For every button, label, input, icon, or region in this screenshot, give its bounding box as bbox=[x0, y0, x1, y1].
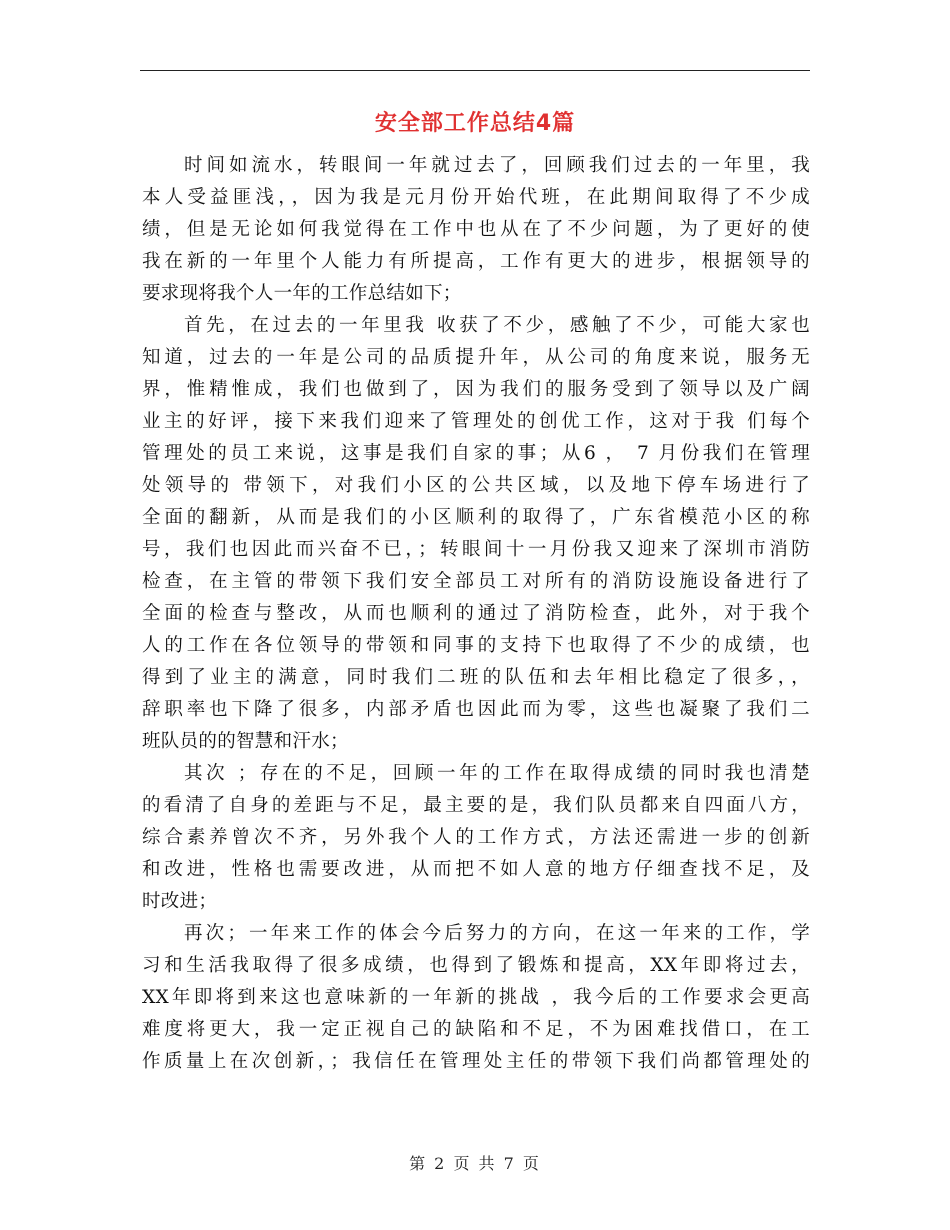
text-line: XX年即将到来这也意味新的一年新的挑战 ，我今后的工作要求会更高 bbox=[142, 987, 810, 1008]
text-line: 我在新的一年里个人能力有所提高，工作有更大的进步，根据领导的 bbox=[142, 251, 810, 272]
text-line: 和改进，性格也需要改进，从而把不如人意的地方仔细查找不足，及 bbox=[142, 859, 810, 880]
document-title: 安全部工作总结4篇 bbox=[374, 111, 576, 136]
text-line: 界，惟精惟成，我们也做到了，因为我们的服务受到了领导以及广阔 bbox=[142, 379, 810, 400]
text-line: 号，我们也因此而兴奋不已，；转眼间十一月份我又迎来了深圳市消防 bbox=[142, 539, 810, 560]
text-line: 得到了业主的满意，同时我们二班的队伍和去年相比稳定了很多，， bbox=[142, 667, 810, 688]
text-line: 知道，过去的一年是公司的品质提升年，从公司的角度来说，服务无 bbox=[142, 347, 810, 368]
text-line: 时改进； bbox=[142, 891, 218, 912]
text-line: 再次；一年来工作的体会今后努力的方向，在这一年来的工作，学 bbox=[184, 923, 810, 944]
text-line: 首先，在过去的一年里我 收获了不少，感触了不少，可能大家也 bbox=[184, 315, 810, 336]
header-rule bbox=[140, 70, 810, 71]
text-line: 绩，但是无论如何我觉得在工作中也从在了不少问题，为了更好的使 bbox=[142, 219, 810, 240]
paragraph-3 bbox=[142, 758, 810, 918]
text-line: 的看清了自身的差距与不足，最主要的是，我们队员都来自四面八方， bbox=[142, 795, 810, 816]
text-line: 管理处的员工来说，这事是我们自家的事；从6 ， 7 月份我们在管理 bbox=[142, 443, 810, 464]
paragraph-1 bbox=[142, 150, 810, 310]
text-line: 全面的翻新，从而是我们的小区顺利的取得了，广东省模范小区的称 bbox=[142, 507, 810, 528]
text-line: 检查，在主管的带领下我们安全部员工对所有的消防设施设备进行了 bbox=[142, 571, 810, 592]
page-number-footer: 第 2 页 共 7 页 bbox=[409, 1154, 541, 1173]
text-line: 要求现将我个人一年的工作总结如下； bbox=[142, 283, 462, 304]
text-line: 其次 ；存在的不足，回顾一年的工作在取得成绩的同时我也清楚 bbox=[184, 763, 810, 784]
text-line: 本人受益匪浅，，因为我是元月份开始代班，在此期间取得了不少成 bbox=[142, 187, 810, 208]
text-line: 处领导的 带领下，对我们小区的公共区域，以及地下停车场进行了 bbox=[142, 475, 810, 496]
text-line: 时间如流水，转眼间一年就过去了，回顾我们过去的一年里，我 bbox=[184, 155, 810, 176]
text-line: 综合素养曾次不齐，另外我个人的工作方式，方法还需进一步的创新 bbox=[142, 827, 810, 848]
text-line: 辞职率也下降了很多，内部矛盾也因此而为零，这些也凝聚了我们二 bbox=[142, 699, 810, 720]
paragraph-2 bbox=[142, 310, 810, 758]
paragraph-4 bbox=[142, 918, 810, 1078]
text-line: 全面的检查与整改，从而也顺利的通过了消防检查，此外，对于我个 bbox=[142, 603, 810, 624]
text-line: 班队员的的智慧和汗水； bbox=[142, 731, 349, 752]
text-line: 人的工作在各位领导的带领和同事的支持下也取得了不少的成绩，也 bbox=[142, 635, 810, 656]
text-line: 作质量上在次创新，；我信任在管理处主任的带领下我们尚都管理处的 bbox=[142, 1051, 810, 1072]
text-line: 难度将更大，我一定正视自己的缺陷和不足，不为困难找借口，在工 bbox=[142, 1019, 810, 1040]
text-line: 业主的好评，接下来我们迎来了管理处的创优工作，这对于我 们每个 bbox=[142, 411, 810, 432]
document-body bbox=[142, 150, 810, 1078]
text-line: 习和生活我取得了很多成绩，也得到了锻炼和提高，XX年即将过去， bbox=[142, 955, 810, 976]
